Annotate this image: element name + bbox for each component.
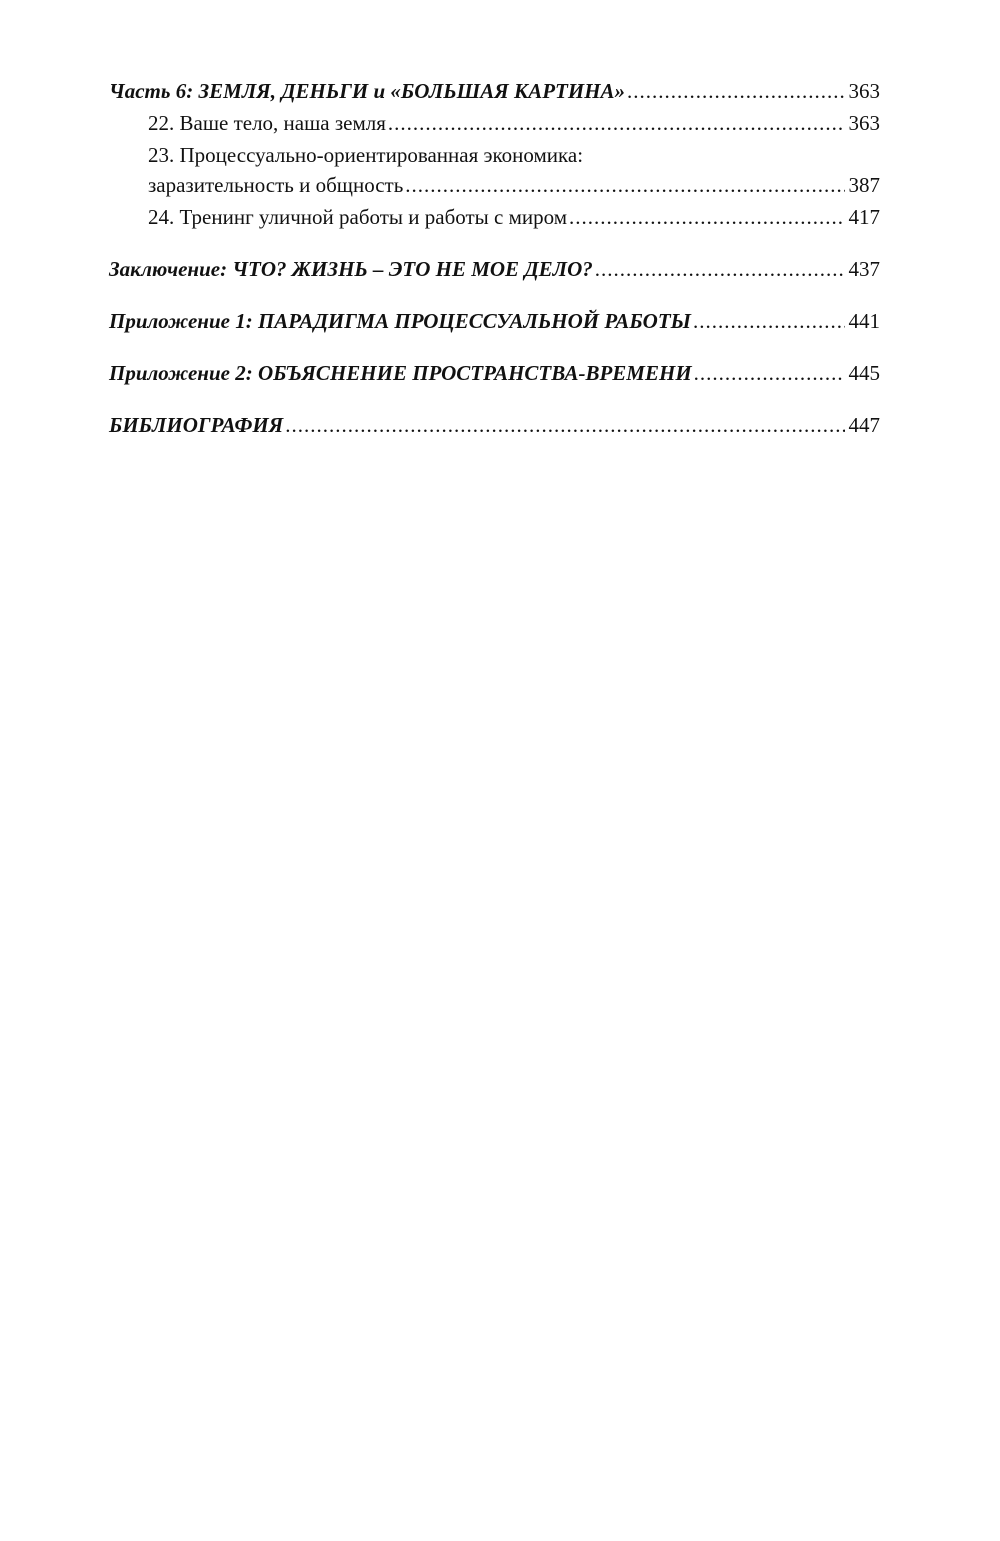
toc-entry-chapter-24[interactable]	[109, 202, 880, 232]
toc-entry-appendix-1[interactable]	[109, 306, 880, 336]
toc-entry-title: Приложение 1: ПАРАДИГМА ПРОЦЕССУАЛЬНОЙ РАБОТЫ	[109, 309, 692, 333]
toc-entry-page: 363	[848, 79, 880, 103]
toc-entry-page: 445	[848, 361, 880, 385]
dot-leader	[405, 170, 844, 200]
toc-entry-title-line1: 23. Процессуально-ориентированная экономика:	[148, 143, 584, 167]
toc-entry-title: 22. Ваше тело, наша земля	[148, 111, 386, 135]
toc-entry-page: 363	[848, 111, 880, 135]
toc-entry-title: Часть 6: ЗЕМЛЯ, ДЕНЬГИ и «БОЛЬШАЯ КАРТИНА»	[109, 79, 626, 103]
dot-leader	[694, 358, 845, 388]
dot-leader	[569, 202, 844, 232]
toc-entry-title: БИБЛИОГРАФИЯ	[109, 413, 284, 437]
dot-leader	[693, 306, 844, 336]
toc-entry-appendix-2[interactable]	[109, 358, 880, 388]
dot-leader	[627, 76, 844, 106]
toc-entry-page: 441	[848, 309, 880, 333]
table-of-contents	[109, 76, 880, 440]
toc-entry-page: 417	[848, 205, 880, 229]
toc-entry-title: заразительность и общность	[148, 173, 404, 197]
toc-entry-part-6[interactable]	[109, 76, 880, 106]
toc-entry-chapter-23[interactable]	[109, 140, 880, 200]
toc-entry-title: 24. Тренинг уличной работы и работы с миром	[148, 205, 568, 229]
toc-entry-page: 387	[848, 173, 880, 197]
toc-entry-page: 437	[848, 257, 880, 281]
dot-leader	[285, 410, 844, 440]
toc-entry-title: Приложение 2: ОБЪЯСНЕНИЕ ПРОСТРАНСТВА-ВРЕМЕНИ	[109, 361, 692, 385]
toc-entry-line2	[148, 170, 880, 200]
dot-leader	[595, 254, 845, 284]
dot-leader	[388, 108, 845, 138]
toc-entry-title: Заключение: ЧТО? ЖИЗНЬ – ЭТО НЕ МОЕ ДЕЛО?	[109, 257, 593, 281]
toc-entry-page: 447	[848, 413, 880, 437]
toc-entry-conclusion[interactable]	[109, 254, 880, 284]
toc-entry-chapter-22[interactable]	[109, 108, 880, 138]
toc-entry-bibliography[interactable]	[109, 410, 880, 440]
